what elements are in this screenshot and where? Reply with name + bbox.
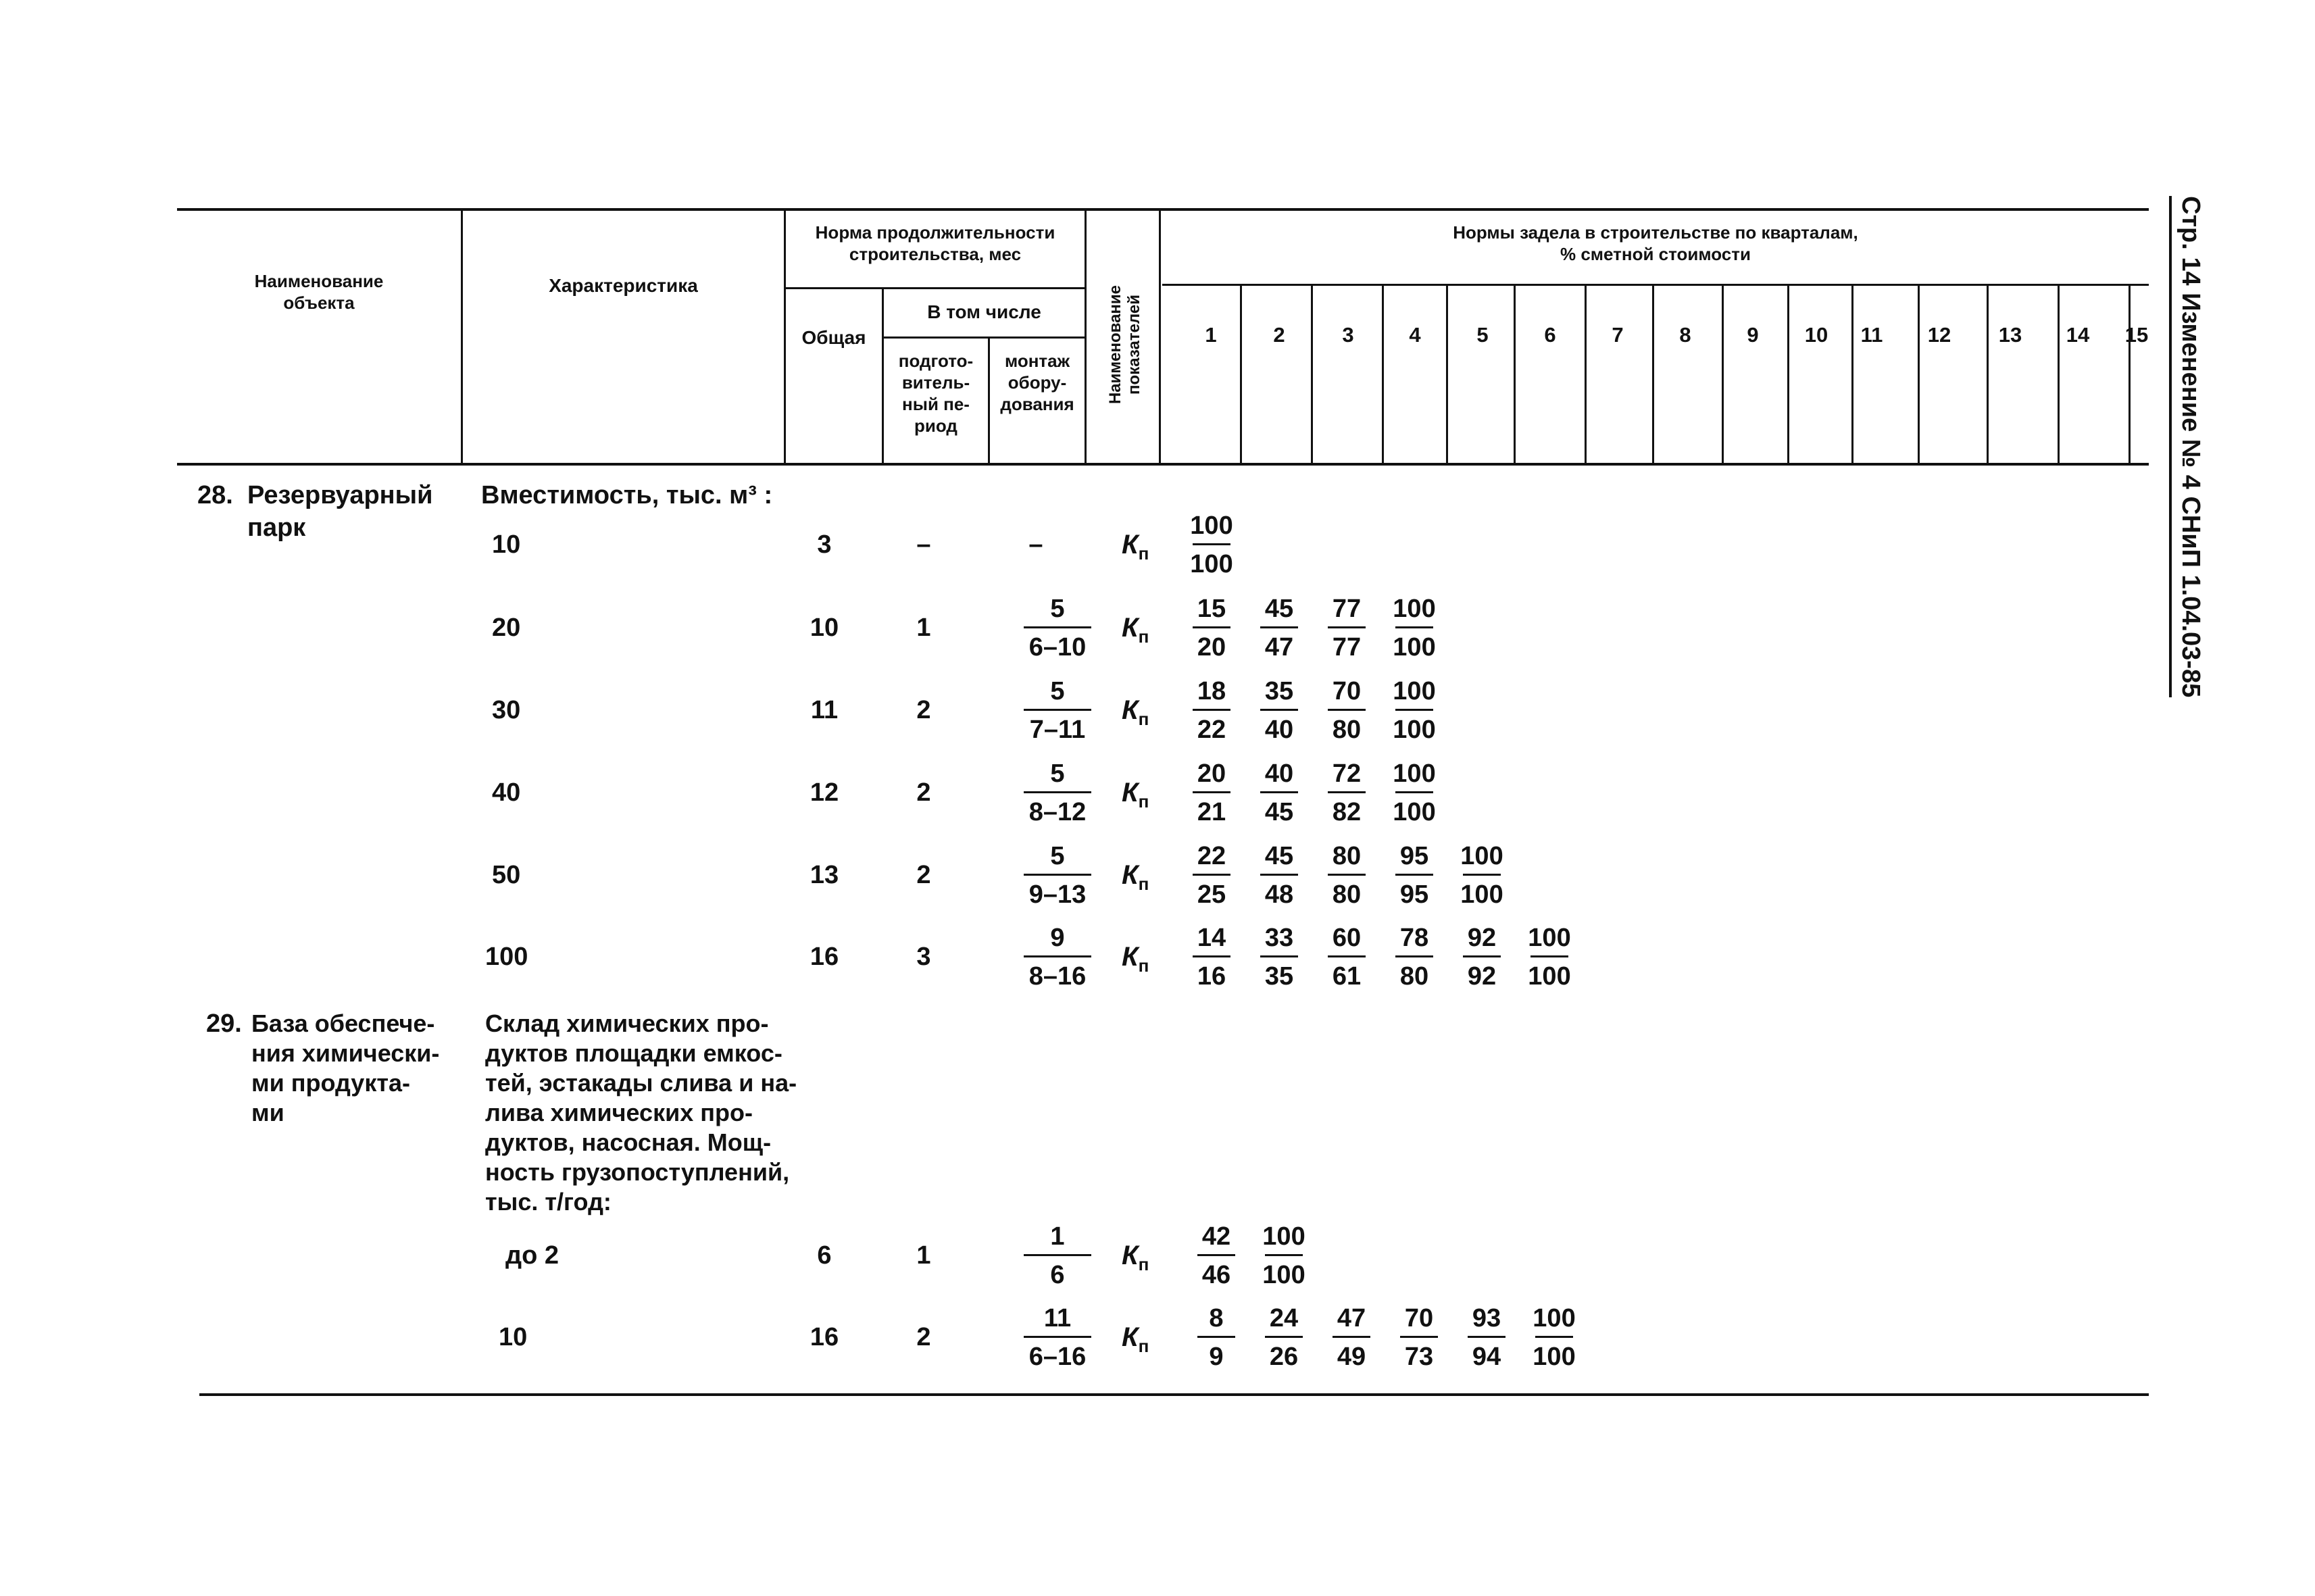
fraction-denominator: 100 bbox=[1460, 880, 1503, 909]
duration-subrule bbox=[786, 287, 1085, 289]
row-indicator-kp: $К_п$ bbox=[1122, 1241, 1149, 1274]
fraction-denominator: 25 bbox=[1197, 880, 1226, 909]
fraction-numerator: 5 bbox=[1050, 759, 1065, 788]
fraction-bar bbox=[1328, 955, 1366, 957]
fraction-numerator: 22 bbox=[1197, 842, 1226, 870]
row-label: 20 bbox=[492, 614, 521, 642]
fraction-denominator: 35 bbox=[1264, 962, 1294, 991]
section-29-name-l1: База обеспече- bbox=[251, 1009, 435, 1037]
quarter-value-fraction bbox=[1310, 922, 1384, 993]
quarter-value-fraction bbox=[1517, 1302, 1591, 1373]
hdr-prep-l4: риод bbox=[914, 416, 957, 436]
fraction-numerator: 70 bbox=[1404, 1304, 1434, 1332]
quarter-col-rule bbox=[1446, 284, 1448, 465]
quarter-col-rule bbox=[1652, 284, 1654, 465]
fraction-bar bbox=[1260, 874, 1298, 876]
fraction-bar bbox=[1024, 709, 1091, 711]
quarter-value-fraction bbox=[1174, 509, 1249, 580]
row-preparatory: 3 bbox=[916, 943, 931, 971]
fraction-bar bbox=[1265, 1254, 1303, 1256]
fraction-numerator: 45 bbox=[1264, 595, 1294, 623]
fraction-numerator: 100 bbox=[1190, 512, 1233, 540]
hdr-duration bbox=[786, 222, 1085, 265]
row-indicator-kp: $К_п$ bbox=[1122, 1322, 1149, 1356]
row-equipment-fraction bbox=[1020, 1302, 1095, 1373]
quarter-value-fraction bbox=[1247, 1302, 1321, 1373]
fraction-denominator: 77 bbox=[1332, 633, 1362, 662]
fraction-numerator: 33 bbox=[1264, 924, 1294, 952]
fraction-denominator: 9–13 bbox=[1028, 880, 1087, 909]
fraction-denominator: 80 bbox=[1332, 716, 1362, 744]
fraction-denominator: 6–16 bbox=[1028, 1343, 1087, 1371]
fraction-bar bbox=[1260, 791, 1298, 793]
quarter-value-fraction bbox=[1174, 757, 1249, 828]
quarter-col-rule bbox=[1918, 284, 1920, 465]
fraction-denominator: 61 bbox=[1332, 962, 1362, 991]
row-total-duration: 16 bbox=[810, 943, 839, 971]
section-29-char-l6: ность грузопоступлений, bbox=[485, 1158, 790, 1186]
hdr-ind-l2: показателей bbox=[1125, 295, 1143, 395]
page-label: Стр. 14 Изменение № 4 СНиП 1.04.03-85 bbox=[2169, 196, 2207, 697]
quarter-value-fraction bbox=[1179, 1220, 1253, 1291]
section-29-char-l4: лива химических про- bbox=[485, 1099, 753, 1126]
quarter-value-fraction bbox=[1310, 757, 1384, 828]
row-indicator-kp: $К_п$ bbox=[1122, 860, 1149, 894]
quarter-value-fraction bbox=[1512, 922, 1587, 993]
quarter-value-fraction bbox=[1174, 922, 1249, 993]
section-29-name-l2: ния химически- bbox=[251, 1039, 440, 1067]
section-29-char-l3: тей, эстакады слива и на- bbox=[485, 1069, 797, 1097]
fraction-numerator: 78 bbox=[1399, 924, 1429, 952]
fraction-bar bbox=[1193, 543, 1230, 545]
quarter-number: 3 bbox=[1342, 323, 1354, 347]
fraction-denominator: 80 bbox=[1332, 880, 1362, 909]
fraction-numerator: 8 bbox=[1209, 1304, 1224, 1332]
quarter-value-fraction bbox=[1377, 840, 1451, 911]
fraction-denominator: 49 bbox=[1337, 1343, 1366, 1371]
section-28-name-line1: Резервуарный bbox=[247, 481, 433, 509]
fraction-numerator: 100 bbox=[1393, 759, 1436, 788]
fraction-numerator: 15 bbox=[1197, 595, 1226, 623]
quarter-col-rule bbox=[2129, 284, 2131, 465]
fraction-bar bbox=[1024, 1254, 1091, 1256]
fraction-numerator: 5 bbox=[1050, 677, 1065, 705]
hdr-object-line1: Наименование bbox=[254, 271, 384, 291]
row-indicator-kp: $К_п$ bbox=[1122, 778, 1149, 812]
quarter-number: 14 bbox=[2066, 323, 2090, 347]
hdr-duration-line1: Норма продолжительности bbox=[815, 222, 1055, 243]
quarter-value-fraction bbox=[1377, 593, 1451, 664]
row-label: 100 bbox=[485, 943, 528, 971]
fraction-bar bbox=[1468, 1336, 1505, 1338]
fraction-numerator: 45 bbox=[1264, 842, 1294, 870]
fraction-bar bbox=[1328, 874, 1366, 876]
section-29-char-l2: дуктов площадки емкос- bbox=[485, 1039, 782, 1067]
row-indicator-kp: $К_п$ bbox=[1122, 695, 1149, 729]
quarter-number: 12 bbox=[1927, 323, 1951, 347]
quarter-number: 9 bbox=[1747, 323, 1759, 347]
fraction-denominator: 94 bbox=[1472, 1343, 1501, 1371]
fraction-bar bbox=[1024, 626, 1091, 628]
quarter-value-fraction bbox=[1382, 1302, 1456, 1373]
fraction-numerator: 100 bbox=[1393, 677, 1436, 705]
fraction-bar bbox=[1024, 791, 1091, 793]
fraction-numerator: 5 bbox=[1050, 595, 1065, 623]
quarter-value-fraction bbox=[1174, 840, 1249, 911]
fraction-numerator: 77 bbox=[1332, 595, 1362, 623]
fraction-denominator: 47 bbox=[1264, 633, 1294, 662]
quarter-number: 4 bbox=[1409, 323, 1421, 347]
fraction-denominator: 7–11 bbox=[1029, 716, 1086, 744]
quarter-col-rule bbox=[1514, 284, 1516, 465]
row-preparatory: 2 bbox=[916, 696, 931, 724]
row-equipment-fraction bbox=[1020, 757, 1095, 828]
fraction-denominator: 45 bbox=[1264, 798, 1294, 826]
fraction-numerator: 1 bbox=[1050, 1222, 1065, 1251]
quarter-value-fraction bbox=[1449, 1302, 1524, 1373]
quarter-value-fraction bbox=[1242, 757, 1316, 828]
col-rule-1 bbox=[461, 208, 463, 465]
quarter-value-fraction bbox=[1445, 922, 1519, 993]
row-preparatory: 1 bbox=[916, 1241, 931, 1270]
quarter-number: 13 bbox=[1998, 323, 2022, 347]
quarter-col-rule bbox=[2058, 284, 2060, 465]
fraction-bar bbox=[1463, 874, 1501, 876]
fraction-denominator: 22 bbox=[1197, 716, 1226, 744]
fraction-bar bbox=[1260, 709, 1298, 711]
quarter-number: 10 bbox=[1804, 323, 1828, 347]
fraction-bar bbox=[1395, 709, 1433, 711]
quarter-value-fraction bbox=[1179, 1302, 1253, 1373]
fraction-numerator: 80 bbox=[1332, 842, 1362, 870]
quarter-value-fraction bbox=[1242, 675, 1316, 746]
fraction-denominator: 48 bbox=[1264, 880, 1294, 909]
quarter-number: 5 bbox=[1476, 323, 1489, 347]
fraction-numerator: 100 bbox=[1393, 595, 1436, 623]
quarter-value-fraction bbox=[1174, 675, 1249, 746]
row-equipment-fraction bbox=[1020, 1220, 1095, 1291]
fraction-bar bbox=[1193, 874, 1230, 876]
section-29-char-l5: дуктов, насосная. Мощ- bbox=[485, 1128, 772, 1156]
fraction-denominator: 40 bbox=[1264, 716, 1294, 744]
fraction-bar bbox=[1328, 709, 1366, 711]
row-indicator-kp: $К_п$ bbox=[1122, 530, 1149, 564]
row-preparatory: 2 bbox=[916, 861, 931, 889]
fraction-numerator: 14 bbox=[1197, 924, 1226, 952]
hdr-object-line2: объекта bbox=[283, 293, 355, 313]
fraction-numerator: 100 bbox=[1528, 924, 1571, 952]
quarter-number: 1 bbox=[1205, 323, 1217, 347]
fraction-denominator: 6 bbox=[1050, 1261, 1065, 1289]
fraction-bar bbox=[1535, 1336, 1573, 1338]
fraction-numerator: 93 bbox=[1472, 1304, 1501, 1332]
fraction-bar bbox=[1024, 955, 1091, 957]
fraction-numerator: 72 bbox=[1332, 759, 1362, 788]
row-total-duration: 6 bbox=[817, 1241, 832, 1270]
table-top-rule bbox=[177, 208, 2149, 211]
including-subrule bbox=[884, 336, 1085, 339]
fraction-numerator: 70 bbox=[1332, 677, 1362, 705]
fraction-denominator: 100 bbox=[1393, 798, 1436, 826]
fraction-bar bbox=[1265, 1336, 1303, 1338]
fraction-numerator: 11 bbox=[1043, 1304, 1072, 1332]
row-label: 40 bbox=[492, 778, 521, 807]
section-29-name-l3: ми продукта- bbox=[251, 1069, 410, 1097]
fraction-denominator: 16 bbox=[1197, 962, 1226, 991]
quarter-col-rule bbox=[1382, 284, 1384, 465]
fraction-denominator: 20 bbox=[1197, 633, 1226, 662]
fraction-denominator: 21 bbox=[1197, 798, 1226, 826]
fraction-denominator: 92 bbox=[1467, 962, 1497, 991]
row-preparatory: 2 bbox=[916, 778, 931, 807]
row-indicator-kp: $К_п$ bbox=[1122, 613, 1149, 647]
quarter-value-fraction bbox=[1314, 1302, 1389, 1373]
quarter-value-fraction bbox=[1242, 840, 1316, 911]
fraction-bar bbox=[1333, 1336, 1370, 1338]
section-29-char-l1: Склад химических про- bbox=[485, 1009, 769, 1037]
fraction-denominator: 80 bbox=[1399, 962, 1429, 991]
hdr-ind-l1: Наименование bbox=[1106, 284, 1124, 405]
hdr-prep-l3: ный пе- bbox=[902, 394, 970, 414]
fraction-numerator: 100 bbox=[1262, 1222, 1305, 1251]
row-equipment-fraction bbox=[1020, 840, 1095, 911]
quarter-value-fraction bbox=[1242, 922, 1316, 993]
fraction-bar bbox=[1400, 1336, 1438, 1338]
fraction-numerator: 47 bbox=[1337, 1304, 1366, 1332]
quarter-col-rule bbox=[1851, 284, 1853, 465]
fraction-bar bbox=[1463, 955, 1501, 957]
section-29-char-l7: тыс. т/год: bbox=[485, 1188, 612, 1216]
quarter-col-rule bbox=[1311, 284, 1313, 465]
col-rule-6 bbox=[1159, 208, 1161, 465]
section-28-name-line2: парк bbox=[247, 514, 306, 542]
fraction-bar bbox=[1328, 791, 1366, 793]
quarter-col-rule bbox=[1585, 284, 1587, 465]
row-total-duration: 3 bbox=[817, 530, 832, 559]
fraction-numerator: 9 bbox=[1050, 924, 1065, 952]
fraction-denominator: 100 bbox=[1528, 962, 1571, 991]
quarter-value-fraction bbox=[1247, 1220, 1321, 1291]
row-equipment-fraction bbox=[1020, 922, 1095, 993]
hdr-back-l2: % сметной стоимости bbox=[1560, 244, 1751, 264]
row-equipment: – bbox=[1028, 530, 1043, 559]
fraction-bar bbox=[1024, 874, 1091, 876]
quarter-number: 8 bbox=[1679, 323, 1691, 347]
fraction-denominator: 95 bbox=[1399, 880, 1429, 909]
row-label: 10 bbox=[492, 530, 521, 559]
fraction-numerator: 100 bbox=[1533, 1304, 1576, 1332]
fraction-numerator: 92 bbox=[1467, 924, 1497, 952]
fraction-bar bbox=[1328, 626, 1366, 628]
fraction-denominator: 100 bbox=[1393, 633, 1436, 662]
quarter-value-fraction bbox=[1445, 840, 1519, 911]
row-label: 30 bbox=[492, 696, 521, 724]
quarter-number: 11 bbox=[1860, 323, 1883, 347]
table-bottom-rule bbox=[199, 1393, 2149, 1396]
row-total-duration: 16 bbox=[810, 1323, 839, 1351]
quarter-value-fraction bbox=[1310, 675, 1384, 746]
hdr-total: Общая bbox=[801, 327, 866, 348]
fraction-numerator: 100 bbox=[1460, 842, 1503, 870]
hdr-prep-l1: подгото- bbox=[898, 351, 974, 371]
hdr-characteristic: Характеристика bbox=[549, 275, 698, 296]
fraction-bar bbox=[1197, 1254, 1235, 1256]
hdr-including: В том числе bbox=[927, 301, 1041, 322]
row-equipment-fraction bbox=[1020, 675, 1095, 746]
backlog-subrule bbox=[1162, 284, 2149, 286]
fraction-denominator: 26 bbox=[1269, 1343, 1299, 1371]
fraction-numerator: 20 bbox=[1197, 759, 1226, 788]
row-preparatory: 2 bbox=[916, 1323, 931, 1351]
fraction-denominator: 82 bbox=[1332, 798, 1362, 826]
row-preparatory: 1 bbox=[916, 614, 931, 642]
fraction-numerator: 42 bbox=[1201, 1222, 1231, 1251]
fraction-numerator: 18 bbox=[1197, 677, 1226, 705]
hdr-equipment bbox=[990, 350, 1085, 415]
quarter-value-fraction bbox=[1377, 922, 1451, 993]
fraction-denominator: 9 bbox=[1209, 1343, 1224, 1371]
row-total-duration: 12 bbox=[810, 778, 839, 807]
hdr-prep-l2: витель- bbox=[901, 372, 970, 393]
fraction-denominator: 100 bbox=[1393, 716, 1436, 744]
row-label: 10 bbox=[499, 1323, 528, 1351]
fraction-bar bbox=[1193, 626, 1230, 628]
hdr-eq-l3: дования bbox=[1000, 394, 1074, 414]
hdr-object-name bbox=[177, 270, 461, 314]
fraction-bar bbox=[1395, 791, 1433, 793]
fraction-denominator: 8–16 bbox=[1028, 962, 1087, 991]
quarter-col-rule bbox=[1722, 284, 1724, 465]
row-label: до 2 bbox=[505, 1241, 559, 1270]
fraction-numerator: 60 bbox=[1332, 924, 1362, 952]
fraction-denominator: 100 bbox=[1190, 550, 1233, 578]
row-preparatory: – bbox=[916, 530, 931, 559]
quarter-value-fraction bbox=[1242, 593, 1316, 664]
fraction-denominator: 8–12 bbox=[1028, 798, 1087, 826]
fraction-bar bbox=[1260, 626, 1298, 628]
hdr-eq-l1: монтаж bbox=[1004, 351, 1070, 371]
hdr-backlog bbox=[1162, 222, 2149, 265]
row-total-duration: 10 bbox=[810, 614, 839, 642]
section-29-name-l4: ми bbox=[251, 1099, 284, 1126]
section-28-number: 28. bbox=[197, 481, 233, 509]
col-rule-5 bbox=[1085, 208, 1087, 465]
fraction-numerator: 35 bbox=[1264, 677, 1294, 705]
quarter-value-fraction bbox=[1174, 593, 1249, 664]
fraction-bar bbox=[1193, 709, 1230, 711]
row-equipment-fraction bbox=[1020, 593, 1095, 664]
section-28-characteristic: Вместимость, тыс. м³ : bbox=[481, 481, 773, 509]
fraction-bar bbox=[1193, 955, 1230, 957]
quarter-col-rule bbox=[1240, 284, 1242, 465]
row-indicator-kp: $К_п$ bbox=[1122, 942, 1149, 976]
quarter-value-fraction bbox=[1310, 840, 1384, 911]
fraction-bar bbox=[1530, 955, 1568, 957]
fraction-numerator: 5 bbox=[1050, 842, 1065, 870]
quarter-number: 7 bbox=[1612, 323, 1624, 347]
row-total-duration: 13 bbox=[810, 861, 839, 889]
fraction-bar bbox=[1024, 1336, 1091, 1338]
quarter-value-fraction bbox=[1377, 675, 1451, 746]
fraction-numerator: 24 bbox=[1269, 1304, 1299, 1332]
hdr-preparatory bbox=[884, 350, 988, 437]
quarter-col-rule bbox=[1987, 284, 1989, 465]
fraction-denominator: 6–10 bbox=[1028, 633, 1087, 662]
quarter-number: 15 bbox=[2124, 323, 2149, 347]
fraction-numerator: 40 bbox=[1264, 759, 1294, 788]
fraction-bar bbox=[1395, 626, 1433, 628]
fraction-bar bbox=[1395, 874, 1433, 876]
fraction-denominator: 46 bbox=[1201, 1261, 1231, 1289]
row-label: 50 bbox=[492, 861, 521, 889]
quarter-number: 6 bbox=[1544, 323, 1556, 347]
hdr-duration-line2: строительства, мес bbox=[849, 244, 1022, 264]
hdr-indicators bbox=[1106, 270, 1147, 419]
section-29-number: 29. bbox=[206, 1009, 242, 1038]
fraction-bar bbox=[1197, 1336, 1235, 1338]
fraction-bar bbox=[1260, 955, 1298, 957]
quarter-number: 2 bbox=[1273, 323, 1285, 347]
fraction-denominator: 100 bbox=[1533, 1343, 1576, 1371]
quarter-value-fraction bbox=[1377, 757, 1451, 828]
hdr-back-l1: Нормы задела в строительстве по кварталам, bbox=[1453, 222, 1858, 243]
fraction-denominator: 73 bbox=[1404, 1343, 1434, 1371]
fraction-denominator: 100 bbox=[1262, 1261, 1305, 1289]
fraction-numerator: 95 bbox=[1399, 842, 1429, 870]
quarter-value-fraction bbox=[1310, 593, 1384, 664]
quarter-col-rule bbox=[1787, 284, 1789, 465]
hdr-eq-l2: обору- bbox=[1007, 372, 1067, 393]
fraction-bar bbox=[1193, 791, 1230, 793]
fraction-bar bbox=[1395, 955, 1433, 957]
row-total-duration: 11 bbox=[810, 696, 839, 724]
